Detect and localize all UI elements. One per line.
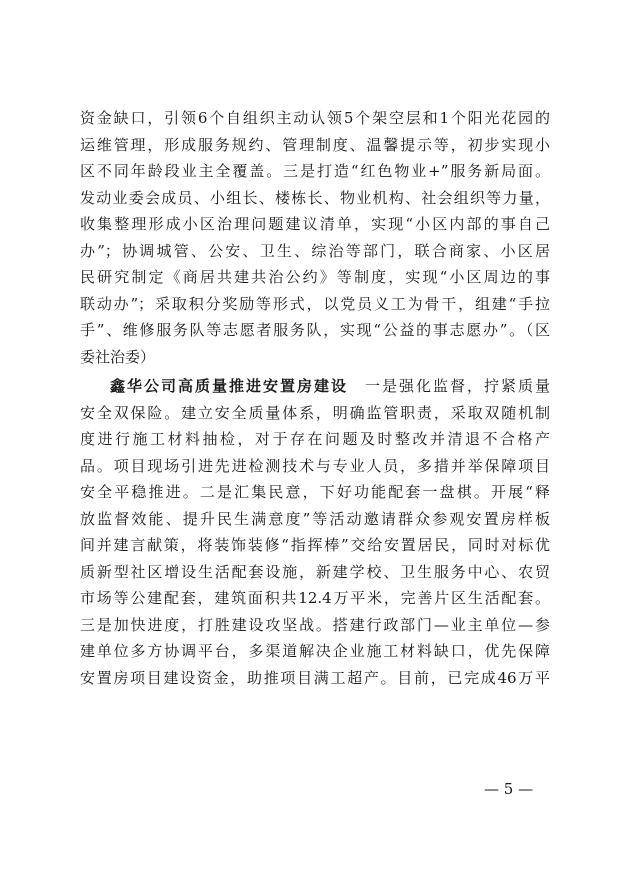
text-line: 收集整理形成小区治理问题建议清单，实现“小区内部的事自己 — [80, 215, 550, 233]
page-number: — 5 — — [484, 780, 534, 798]
body-text — [80, 105, 550, 691]
text-line: 民研究制定《商居共建共治公约》等制度，实现“小区周边的事 — [80, 268, 550, 286]
heading-continuation: 一是强化监督，拧紧质量 — [362, 377, 550, 395]
text-line: 放监督效能、提升民生满意度”等活动邀请群众参观安置房样板 — [80, 509, 550, 528]
paragraph-heading: 鑫华公司高质量推进安置房建设 — [110, 377, 348, 395]
text-line: 安全双保险。建立安全质量体系，明确监管职责，采取双随机制 — [80, 403, 550, 422]
text-line: 安全平稳推进。二是汇集民意，下好功能配套一盘棋。开展“释 — [80, 483, 550, 501]
text-line: 三是加快进度，打胜建设攻坚战。搭建行政部门—业主单位—参 — [80, 615, 550, 634]
text-line: 度进行施工材料抽检，对于存在问题及时整改并清退不合格产 — [80, 430, 550, 448]
text-line: 间并建言献策，将装饰装修“指挥棒”交给安置居民，同时对标优 — [80, 536, 550, 554]
text-line: 区不同年龄段业主全覆盖。三是打造“红色物业+”服务新局面。 — [80, 162, 550, 180]
text-line: 市场等公建配套，建筑面积共12.4万平米，完善片区生活配套。 — [80, 589, 550, 607]
text-line: 发动业委会成员、小组长、楼栋长、物业机构、社会组织等力量， — [80, 188, 550, 207]
text-line: 品。项目现场引进先进检测技术与专业人员，多措并举保障项目 — [80, 456, 550, 475]
text-line: 质新型社区增设生活配套设施，新建学校、卫生服务中心、农贸 — [80, 562, 550, 581]
text-line — [80, 373, 550, 400]
text-line: 联动办”；采取积分奖励等形式，以党员义工为骨干，组建“手拉 — [80, 294, 550, 313]
text-line: 资金缺口，引领6个自组织主动认领5个架空层和1个阳光花园的 — [80, 109, 550, 127]
text-line: 手”、维修服务队等志愿者服务队，实现“公益的事志愿办”。（区 — [80, 321, 550, 339]
text-line: 建单位多方协调平台，多渠道解决企业施工材料缺口，优先保障 — [80, 642, 550, 660]
text-line: 运维管理，形成服务规约、管理制度、温馨提示等，初步实现小 — [80, 135, 550, 154]
text-line: 委社治委） — [80, 347, 156, 366]
paragraph-community-governance — [80, 105, 550, 370]
paragraph-resettlement-housing — [80, 373, 550, 691]
text-line: 安置房项目建设资金，助推项目满工超产。目前，已完成46万平 — [80, 668, 550, 687]
text-line: 办”；协调城管、公安、卫生、综治等部门，联合商家、小区居 — [80, 241, 550, 260]
